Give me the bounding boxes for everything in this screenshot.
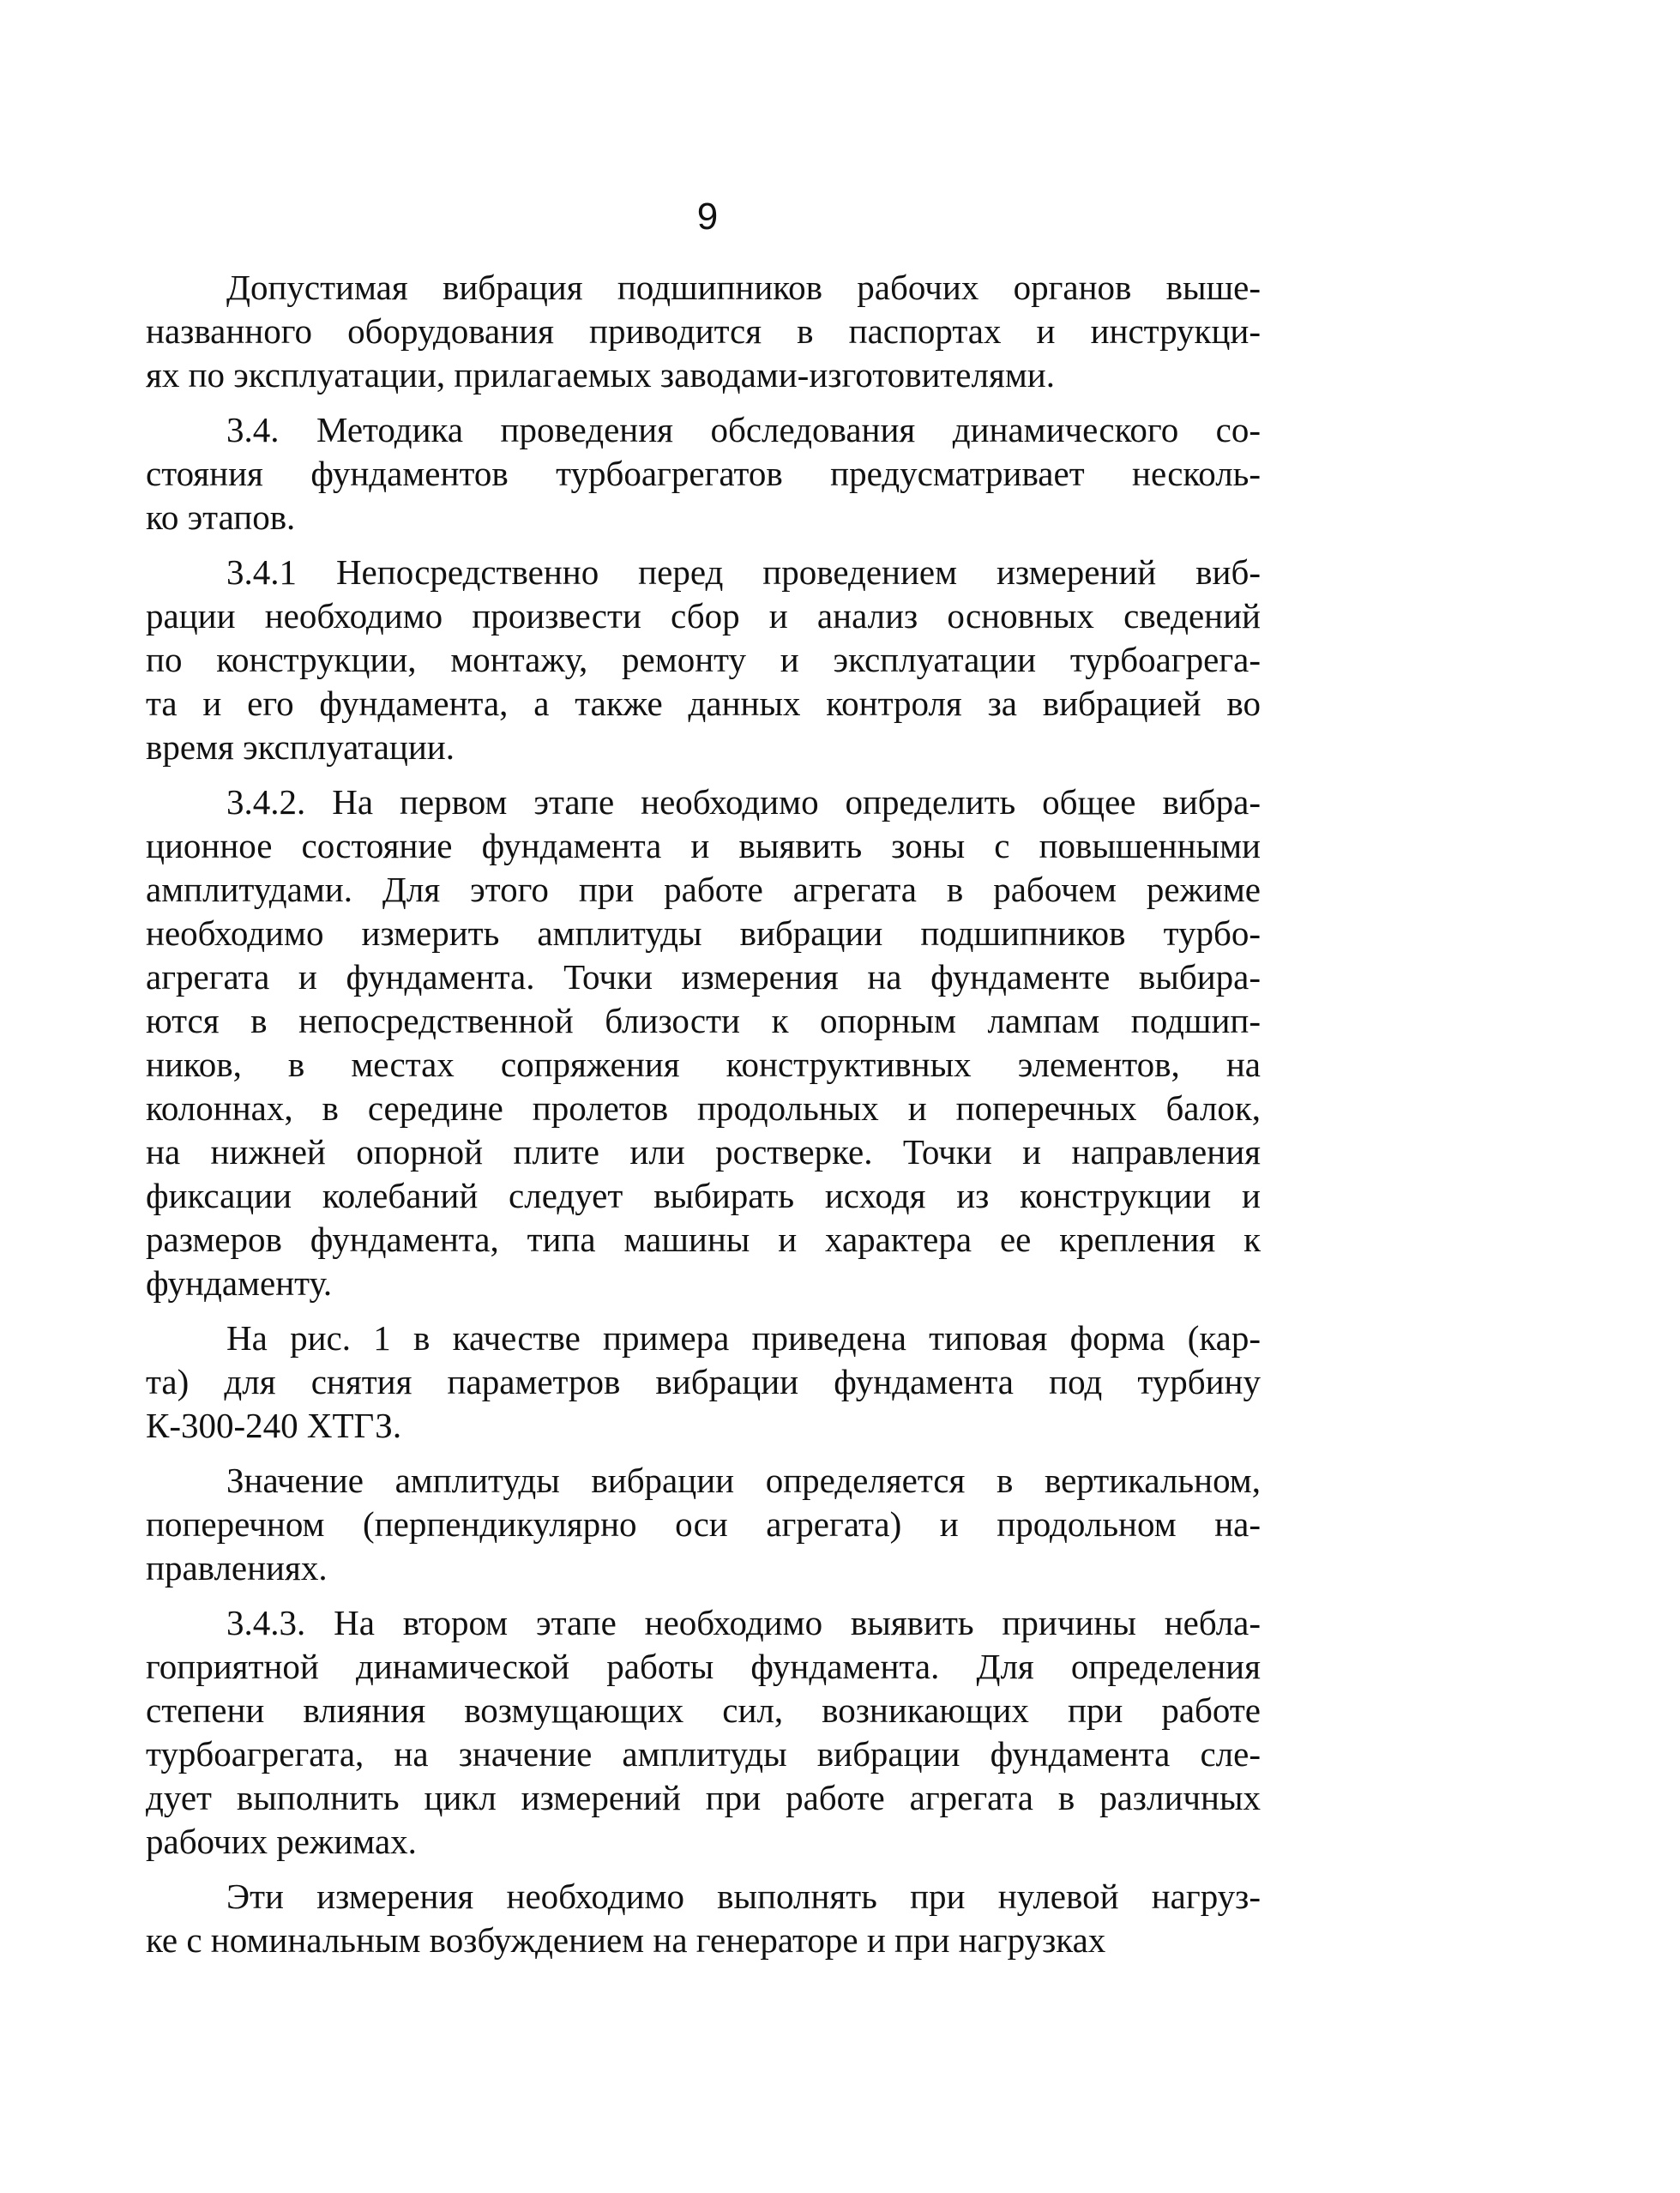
text-line: 3.4.1 Непосредственно перед проведением измерений виб- [226,552,1261,592]
text-line: колоннах, в середине пролетов продольных и поперечных балок, [146,1088,1261,1128]
text-line: Допустимая вибрация подшипников рабочих органов выше- [226,268,1261,307]
text-line: фундаменту. [146,1263,333,1303]
paragraph [146,1316,1261,1448]
text-line: фиксации колебаний следует выбирать исходя из конструкции и [146,1176,1261,1215]
text-line: ников, в местах сопряжения конструктивных элементов, на [146,1045,1261,1084]
text-line: рабочих режимах. [146,1822,417,1861]
text-line: степени влияния возмущающих сил, возникающих при работе [146,1690,1261,1730]
text-line: ются в непосредственной близости к опорным лампам подшип- [146,1001,1261,1040]
text-line: агрегата и фундамента. Точки измерения на фундаменте выбира- [146,957,1261,997]
paragraph [146,408,1261,539]
text-line: 3.4.3. На втором этапе необходимо выявить причины небла- [226,1603,1261,1642]
text-line: дует выполнить цикл измерений при работе агрегата в различных [146,1778,1261,1817]
text-line: по конструкции, монтажу, ремонту и эксплуатации турбоагрега- [146,640,1261,679]
text-line: та и его фундамента, а также данных контроля за вибрацией во [146,684,1261,723]
text-line: правлениях. [146,1548,328,1588]
text-line: ке с номинальным возбуждением на генераторе и при нагрузках [146,1920,1106,1960]
paragraph [146,780,1261,1305]
text-line: амплитудами. Для этого при работе агрегата в рабочем режиме [146,870,1261,909]
text-line: гоприятной динамической работы фундамента. Для определения [146,1647,1261,1686]
paragraph [146,1875,1261,1962]
page-number: 9 [696,196,719,238]
text-line: названного оборудования приводится в паспортах и инструкци- [146,311,1261,351]
text-line: поперечном (перпендикулярно оси агрегата) и продольном на- [146,1504,1261,1544]
text-line: стояния фундаментов турбоагрегатов предусматривает несколь- [146,454,1261,493]
text-line: На рис. 1 в качестве примера приведена типовая форма (кар- [226,1318,1261,1358]
text-line: ях по эксплуатации, прилагаемых заводами-изготовителями. [146,355,1055,395]
text-line: К-300-240 ХТГЗ. [146,1406,402,1445]
text-line: рации необходимо произвести сбор и анализ основных сведений [146,596,1261,636]
text-line: Эти измерения необходимо выполнять при нулевой нагруз- [226,1877,1261,1916]
paragraph [146,1459,1261,1590]
text-line: та) для снятия параметров вибрации фундамента под турбину [146,1362,1261,1401]
text-line: время эксплуатации. [146,727,455,767]
text-line: 3.4.2. На первом этапе необходимо определить общее вибра- [226,782,1261,822]
text-line: 3.4. Методика проведения обследования динамического со- [226,410,1261,449]
text-line: на нижней опорной плите или ростверке. Точки и направления [146,1132,1261,1172]
text-body [146,266,1261,1973]
paragraph [146,266,1261,397]
text-line: размеров фундамента, типа машины и характера ее крепления к [146,1220,1261,1259]
text-line: Значение амплитуды вибрации определяется в вертикальном, [226,1461,1261,1500]
paragraph [146,551,1261,769]
text-line: ко этапов. [146,497,296,537]
text-line: необходимо измерить амплитуды вибрации подшипников турбо- [146,913,1261,953]
paragraph [146,1601,1261,1864]
text-line: турбоагрегата, на значение амплитуды вибрации фундамента сле- [146,1734,1261,1774]
text-line: ционное состояние фундамента и выявить зоны с повышенными [146,826,1261,865]
